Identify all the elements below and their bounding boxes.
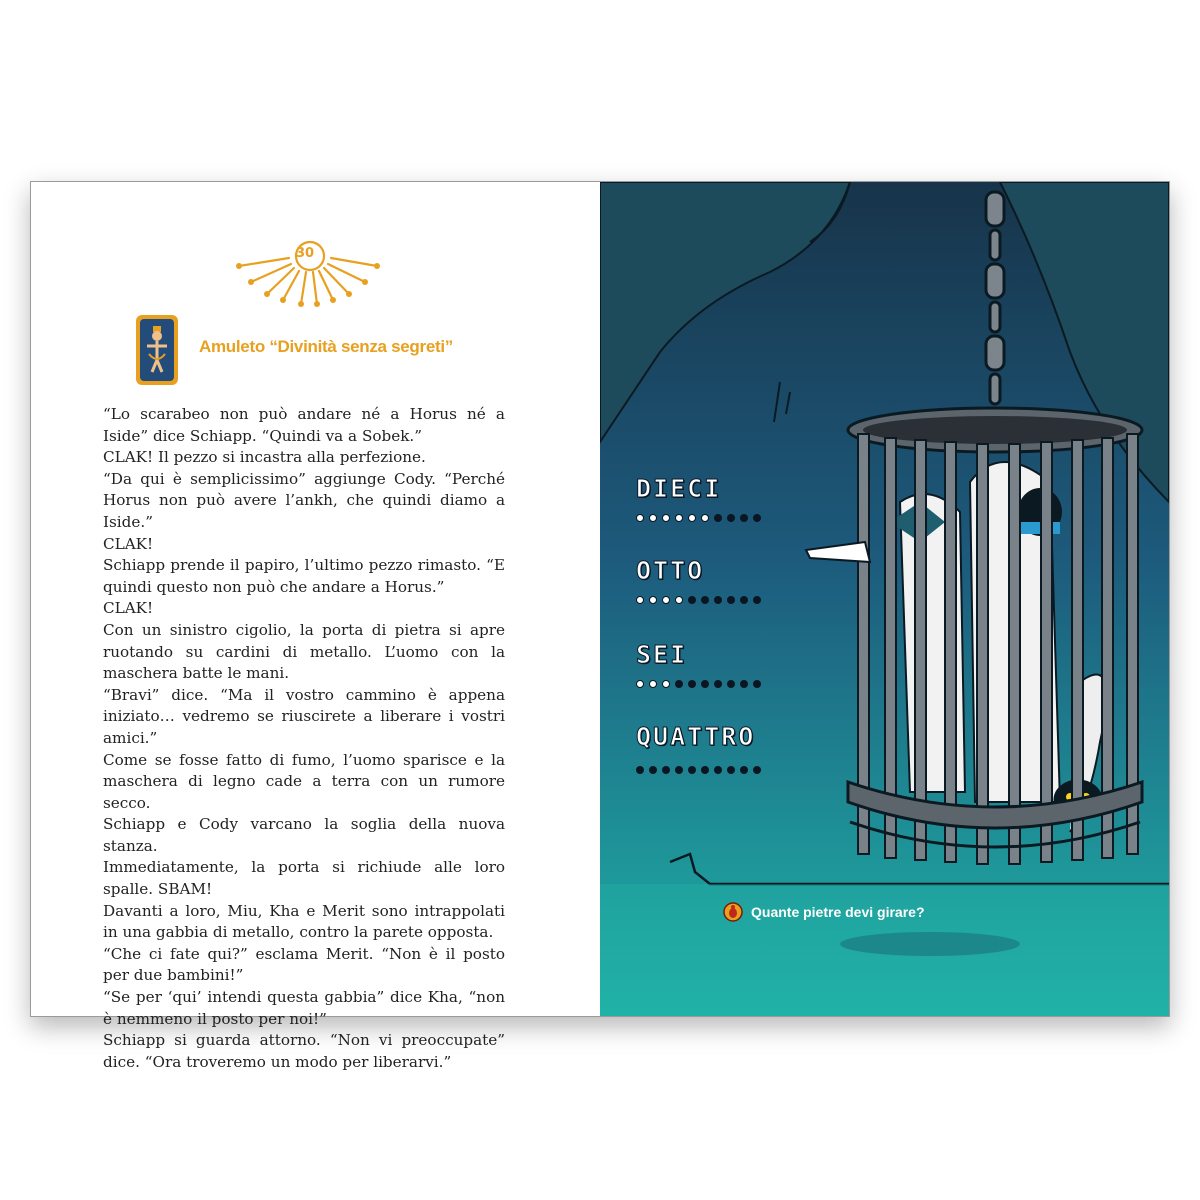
black-stone-dot <box>688 680 696 688</box>
white-stone-dot <box>662 596 670 604</box>
book-spread <box>30 181 1170 1071</box>
black-stone-dot <box>675 680 683 688</box>
dots-row-sei <box>636 680 761 688</box>
paragraph: CLAK! <box>103 534 154 553</box>
black-stone-dot <box>753 596 761 604</box>
black-stone-dot <box>727 680 735 688</box>
black-stone-dot <box>714 596 722 604</box>
black-stone-dot <box>714 680 722 688</box>
paragraph: “Se per ‘qui’ intendi questa gabbia” dice Kha, “non è nemmeno il posto per noi!” <box>103 988 505 1028</box>
white-stone-dot <box>649 596 657 604</box>
paragraph: Davanti a loro, Miu, Kha e Merit sono intrappolati in una gabbia di metallo, contro la parete opposta. <box>103 901 505 942</box>
dots-row-dieci <box>636 514 761 522</box>
count-label-sei: SEI <box>636 640 688 669</box>
story-text <box>103 404 505 1073</box>
white-stone-dot <box>649 680 657 688</box>
black-stone-dot <box>740 766 748 774</box>
cage-shadow <box>840 932 1020 956</box>
white-stone-dot <box>649 514 657 522</box>
black-stone-dot <box>727 514 735 522</box>
white-stone-dot <box>675 514 683 522</box>
paragraph: “Da qui è semplicissimo” aggiunge Cody. “Perché Horus non può avere l’ankh, che quindi diamo a Iside.” <box>103 469 505 531</box>
count-label-quattro: QUATTRO <box>636 722 756 751</box>
dots-row-otto <box>636 596 761 604</box>
paragraph: Schiapp e Cody varcano la soglia della nuova stanza. <box>103 815 505 855</box>
black-stone-dot <box>753 680 761 688</box>
black-stone-dot <box>714 514 722 522</box>
white-stone-dot <box>675 596 683 604</box>
black-stone-dot <box>688 596 696 604</box>
paragraph: Immediatamente, la porta si richiude alle loro spalle. SBAM! <box>103 858 505 899</box>
paragraph: CLAK! Il pezzo si incastra alla perfezione. <box>103 448 426 467</box>
question-line <box>723 902 925 922</box>
dots-row-quattro <box>636 766 761 774</box>
count-label-dieci: DIECI <box>636 474 722 503</box>
black-stone-dot <box>727 596 735 604</box>
left-page <box>31 182 600 1071</box>
white-stone-dot <box>636 514 644 522</box>
paragraph: Con un sinistro cigolio, la porta di pietra si apre ruotando su cardini di metallo. L’uomo con la maschera batte le mani. <box>103 620 505 683</box>
black-stone-dot <box>714 766 722 774</box>
black-stone-dot <box>753 766 761 774</box>
paragraph: “Lo scarabeo non può andare né a Horus né a Iside” dice Schiapp. “Quindi va a Sobek.” <box>103 405 505 445</box>
amulet-title: Amuleto “Divinità senza segreti” <box>199 337 453 356</box>
black-stone-dot <box>701 680 709 688</box>
white-stone-dot <box>688 514 696 522</box>
black-stone-dot <box>740 514 748 522</box>
white-stone-dot <box>701 514 709 522</box>
black-stone-dot <box>753 514 761 522</box>
black-stone-dot <box>701 596 709 604</box>
black-stone-dot <box>727 766 735 774</box>
paragraph: Come se fosse fatto di fumo, l’uomo sparisce e la maschera di legno cade a terra con un rumore secco. <box>103 750 505 812</box>
paragraph: Schiapp si guarda attorno. “Non vi preoccupate” dice. “Ora troveremo un modo per liberarvi.” <box>103 1031 505 1071</box>
paragraph: CLAK! <box>103 599 154 618</box>
paragraph: “Che ci fate qui?” esclama Merit. “Non è il posto per due bambini!” <box>103 944 505 985</box>
black-stone-dot <box>662 766 670 774</box>
black-stone-dot <box>636 766 644 774</box>
scarab-icon <box>723 902 743 922</box>
question-text: Quante pietre devi girare? <box>751 904 925 920</box>
black-stone-dot <box>740 680 748 688</box>
white-stone-dot <box>636 596 644 604</box>
paragraph: Schiapp prende il papiro, l’ultimo pezzo rimasto. “E quindi questo non può che andare a Horus.” <box>103 556 505 596</box>
page-number: 30 <box>295 246 315 261</box>
paragraph: “Bravi” dice. “Ma il vostro cammino è appena iniziato… vedremo se riuscirete a liberare i vostri amici.” <box>103 685 505 747</box>
black-stone-dot <box>701 766 709 774</box>
white-stone-dot <box>662 514 670 522</box>
black-stone-dot <box>740 596 748 604</box>
count-label-otto: OTTO <box>636 556 705 585</box>
white-stone-dot <box>636 680 644 688</box>
black-stone-dot <box>649 766 657 774</box>
black-stone-dot <box>675 766 683 774</box>
white-stone-dot <box>662 680 670 688</box>
amulet-card-icon <box>135 314 179 386</box>
black-stone-dot <box>688 766 696 774</box>
